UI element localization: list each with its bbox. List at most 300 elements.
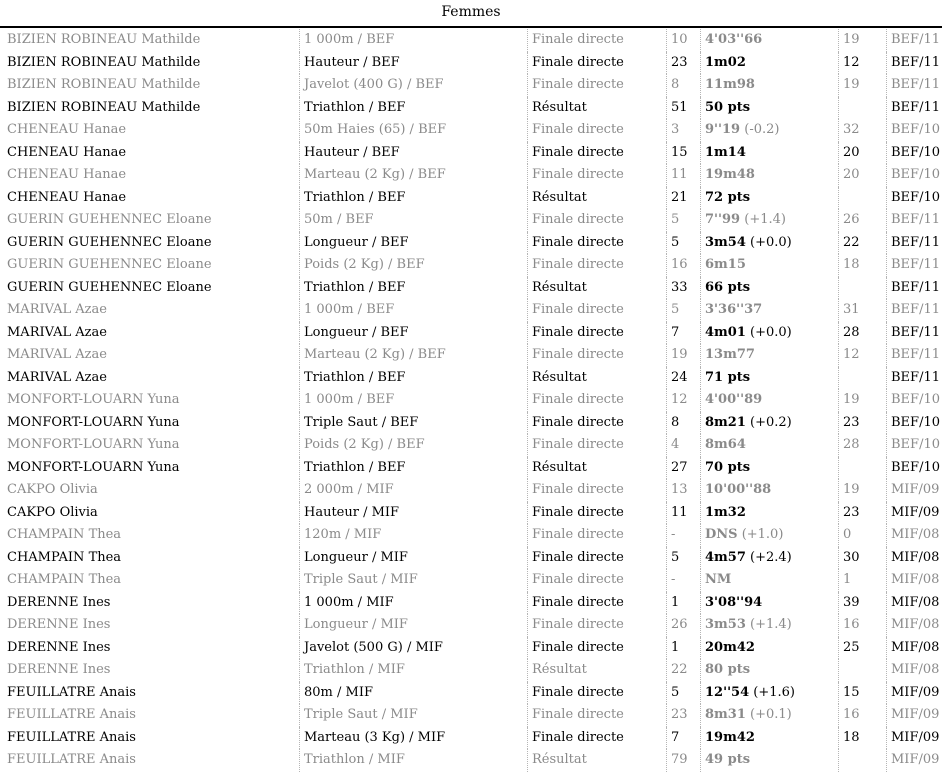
athlete-name: FEUILLATRE Anais [7, 752, 136, 767]
table-row [0, 457, 942, 480]
points-value [838, 97, 883, 120]
table-row [0, 52, 942, 75]
wind-reading: (+1.4) [744, 212, 786, 227]
performance-value [700, 434, 839, 457]
athlete-name: GUERIN GUEHENNEC Eloane [7, 212, 212, 227]
athlete-name: GUERIN GUEHENNEC Eloane [7, 234, 212, 250]
performance-value [700, 232, 839, 255]
performance-value [700, 164, 839, 187]
round-label: Finale directe [527, 389, 668, 412]
section-title: Femmes [0, 0, 942, 28]
category-value: BEF/10 [886, 389, 942, 412]
round-label: Finale directe [527, 142, 668, 165]
rank-value: 3 [666, 119, 699, 142]
performance-mark: 8m64 [705, 437, 746, 452]
performance-value [700, 614, 839, 637]
round-label: Finale directe [527, 434, 668, 457]
athlete-name: CHAMPAIN Thea [7, 549, 122, 565]
points-value: 25 [838, 637, 883, 660]
rank-value: 5 [666, 209, 699, 232]
performance-mark: 19m42 [705, 729, 755, 745]
round-label: Finale directe [527, 254, 668, 277]
event-name: 50m / BEF [299, 209, 528, 232]
performance-mark: 9''19 [705, 122, 741, 137]
event-name: Triathlon / BEF [299, 457, 528, 480]
category-value: BEF/11 [886, 299, 942, 322]
category-value: BEF/11 [886, 209, 942, 232]
event-name: Triathlon / BEF [299, 97, 528, 120]
round-label: Finale directe [527, 727, 668, 750]
points-value [838, 367, 883, 390]
category-value: BEF/10 [886, 187, 942, 210]
round-label: Résultat [527, 457, 668, 480]
athlete-name: MONFORT-LOUARN Yuna [7, 392, 180, 407]
rank-value: 24 [666, 367, 699, 390]
event-name: Triple Saut / MIF [299, 704, 528, 727]
category-value: BEF/10 [886, 434, 942, 457]
rank-value: 5 [666, 232, 699, 255]
performance-value [700, 97, 839, 120]
rank-value: 7 [666, 322, 699, 345]
category-value: MIF/08 [886, 524, 942, 547]
table-row [0, 29, 942, 52]
event-name: Triathlon / BEF [299, 187, 528, 210]
points-value: 19 [838, 479, 883, 502]
rank-value: 1 [666, 592, 699, 615]
points-value: 1 [838, 569, 883, 592]
points-value: 18 [838, 727, 883, 750]
round-label: Finale directe [527, 344, 668, 367]
rank-value: 8 [666, 74, 699, 97]
athlete-name: CHAMPAIN Thea [7, 527, 122, 542]
athlete-name: FEUILLATRE Anais [7, 707, 136, 722]
performance-mark: 4'00''89 [705, 392, 763, 407]
category-value: BEF/11 [886, 232, 942, 255]
performance-mark: 12''54 [705, 684, 750, 700]
points-value: 20 [838, 142, 883, 165]
performance-value [700, 29, 839, 52]
rank-value: 23 [666, 52, 699, 75]
points-value: 26 [838, 209, 883, 232]
points-value [838, 277, 883, 300]
performance-mark: 4m57 [705, 549, 746, 565]
points-value [838, 749, 883, 772]
athlete-name: MARIVAL Azae [7, 369, 107, 385]
performance-value [700, 322, 839, 345]
athlete-name: DERENNE Ines [7, 617, 111, 632]
table-row [0, 749, 942, 772]
points-value: 0 [838, 524, 883, 547]
athlete-name: GUERIN GUEHENNEC Eloane [7, 279, 212, 295]
event-name: Triathlon / MIF [299, 749, 528, 772]
category-value: BEF/11 [886, 367, 942, 390]
wind-reading: (+0.0) [750, 234, 792, 250]
rank-value: 5 [666, 682, 699, 705]
table-row [0, 502, 942, 525]
table-row [0, 727, 942, 750]
performance-mark: 13m77 [705, 347, 755, 362]
category-value: MIF/08 [886, 614, 942, 637]
athlete-name: CHAMPAIN Thea [7, 572, 122, 587]
points-value: 12 [838, 344, 883, 367]
table-row [0, 682, 942, 705]
event-name: 1 000m / BEF [299, 389, 528, 412]
performance-value [700, 277, 839, 300]
round-label: Finale directe [527, 614, 668, 637]
wind-reading: (+0.1) [750, 707, 792, 722]
performance-mark: 6m15 [705, 257, 746, 272]
table-row [0, 277, 942, 300]
performance-mark: 50 pts [705, 99, 751, 115]
category-value: BEF/10 [886, 119, 942, 142]
round-label: Finale directe [527, 592, 668, 615]
rank-value: 5 [666, 299, 699, 322]
category-value: MIF/08 [886, 637, 942, 660]
category-value: BEF/11 [886, 344, 942, 367]
athlete-name: CHENEAU Hanae [7, 167, 127, 182]
performance-mark: NM [705, 572, 732, 587]
category-value: MIF/09 [886, 727, 942, 750]
rank-value: 19 [666, 344, 699, 367]
athlete-name: MARIVAL Azae [7, 347, 107, 362]
points-value: 16 [838, 614, 883, 637]
points-value: 19 [838, 29, 883, 52]
round-label: Finale directe [527, 569, 668, 592]
event-name: 1 000m / MIF [299, 592, 528, 615]
round-label: Finale directe [527, 412, 668, 435]
table-row [0, 614, 942, 637]
performance-value [700, 637, 839, 660]
event-name: Longueur / BEF [299, 322, 528, 345]
performance-value [700, 547, 839, 570]
performance-value [700, 187, 839, 210]
rank-value: 5 [666, 547, 699, 570]
points-value: 20 [838, 164, 883, 187]
table-row [0, 164, 942, 187]
performance-mark: 70 pts [705, 459, 751, 475]
performance-value [700, 502, 839, 525]
event-name: Marteau (2 Kg) / BEF [299, 164, 528, 187]
round-label: Finale directe [527, 704, 668, 727]
athlete-name: DERENNE Ines [7, 639, 111, 655]
performance-value [700, 389, 839, 412]
table-row [0, 592, 942, 615]
performance-mark: 3'36''37 [705, 302, 763, 317]
event-name: Hauteur / MIF [299, 502, 528, 525]
rank-value: - [666, 569, 699, 592]
wind-reading: (+1.6) [753, 684, 796, 700]
rank-value: 15 [666, 142, 699, 165]
table-row [0, 209, 942, 232]
performance-value [700, 367, 839, 390]
event-name: Triathlon / BEF [299, 367, 528, 390]
points-value: 28 [838, 434, 883, 457]
table-row [0, 412, 942, 435]
category-value: BEF/11 [886, 52, 942, 75]
athlete-name: CHENEAU Hanae [7, 122, 127, 137]
athlete-name: MARIVAL Azae [7, 324, 107, 340]
wind-reading: (+1.4) [750, 617, 792, 632]
rank-value: 4 [666, 434, 699, 457]
table-row [0, 74, 942, 97]
points-value: 39 [838, 592, 883, 615]
category-value: BEF/10 [886, 164, 942, 187]
event-name: Marteau (2 Kg) / BEF [299, 344, 528, 367]
category-value: BEF/11 [886, 74, 942, 97]
round-label: Résultat [527, 97, 668, 120]
athlete-name: CAKPO Olivia [7, 482, 98, 497]
rank-value: 26 [666, 614, 699, 637]
round-label: Finale directe [527, 479, 668, 502]
performance-mark: 3m54 [705, 234, 746, 250]
performance-mark: 71 pts [705, 369, 751, 385]
athlete-name: CAKPO Olivia [7, 504, 98, 520]
performance-value [700, 479, 839, 502]
table-row [0, 367, 942, 390]
performance-mark: 66 pts [705, 279, 751, 295]
round-label: Finale directe [527, 682, 668, 705]
event-name: 80m / MIF [299, 682, 528, 705]
rank-value: 27 [666, 457, 699, 480]
event-name: Longueur / MIF [299, 614, 528, 637]
round-label: Résultat [527, 187, 668, 210]
category-value: BEF/11 [886, 29, 942, 52]
event-name: Javelot (400 G) / BEF [299, 74, 528, 97]
table-row [0, 434, 942, 457]
performance-mark: 20m42 [705, 639, 755, 655]
performance-mark: 1m02 [705, 54, 746, 70]
table-row [0, 344, 942, 367]
performance-value [700, 704, 839, 727]
athlete-name: MONFORT-LOUARN Yuna [7, 437, 180, 452]
athlete-name: MONFORT-LOUARN Yuna [7, 459, 180, 475]
points-value: 32 [838, 119, 883, 142]
performance-mark: 72 pts [705, 189, 751, 205]
rank-value: 11 [666, 502, 699, 525]
performance-value [700, 142, 839, 165]
performance-value [700, 74, 839, 97]
rank-value: 12 [666, 389, 699, 412]
performance-value [700, 569, 839, 592]
category-value: BEF/10 [886, 142, 942, 165]
athlete-name: BIZIEN ROBINEAU Mathilde [7, 32, 201, 47]
table-row [0, 97, 942, 120]
round-label: Finale directe [527, 74, 668, 97]
round-label: Finale directe [527, 119, 668, 142]
points-value: 19 [838, 74, 883, 97]
points-value [838, 187, 883, 210]
wind-reading: (-0.2) [744, 122, 780, 137]
points-value: 23 [838, 502, 883, 525]
points-value: 22 [838, 232, 883, 255]
performance-value [700, 412, 839, 435]
event-name: Triple Saut / BEF [299, 412, 528, 435]
table-row [0, 299, 942, 322]
event-name: Marteau (3 Kg) / MIF [299, 727, 528, 750]
performance-value [700, 457, 839, 480]
performance-mark: 10'00''88 [705, 482, 772, 497]
event-name: Hauteur / BEF [299, 52, 528, 75]
performance-mark: 4m01 [705, 324, 746, 340]
athlete-name: FEUILLATRE Anais [7, 684, 136, 700]
points-value: 30 [838, 547, 883, 570]
category-value: MIF/08 [886, 659, 942, 682]
event-name: Javelot (500 G) / MIF [299, 637, 528, 660]
athlete-name: DERENNE Ines [7, 594, 111, 610]
table-row [0, 637, 942, 660]
results-table [0, 29, 942, 772]
athlete-name: BIZIEN ROBINEAU Mathilde [7, 77, 201, 92]
round-label: Finale directe [527, 209, 668, 232]
event-name: Longueur / MIF [299, 547, 528, 570]
performance-value [700, 749, 839, 772]
points-value: 31 [838, 299, 883, 322]
performance-value [700, 727, 839, 750]
rank-value: 22 [666, 659, 699, 682]
points-value: 23 [838, 412, 883, 435]
category-value: BEF/10 [886, 412, 942, 435]
rank-value: 11 [666, 164, 699, 187]
rank-value: 8 [666, 412, 699, 435]
rank-value: 7 [666, 727, 699, 750]
points-value: 16 [838, 704, 883, 727]
event-name: Longueur / BEF [299, 232, 528, 255]
category-value: MIF/08 [886, 569, 942, 592]
performance-value [700, 209, 839, 232]
category-value: MIF/08 [886, 592, 942, 615]
table-row [0, 322, 942, 345]
wind-reading: (+0.2) [750, 414, 792, 430]
category-value: BEF/10 [886, 457, 942, 480]
performance-mark: 19m48 [705, 167, 755, 182]
points-value [838, 457, 883, 480]
table-row [0, 119, 942, 142]
performance-value [700, 299, 839, 322]
category-value: BEF/11 [886, 277, 942, 300]
performance-mark: 7''99 [705, 212, 741, 227]
points-value: 19 [838, 389, 883, 412]
round-label: Finale directe [527, 164, 668, 187]
event-name: Triathlon / BEF [299, 277, 528, 300]
category-value: BEF/11 [886, 254, 942, 277]
athlete-name: DERENNE Ines [7, 662, 111, 677]
performance-value [700, 524, 839, 547]
performance-mark: 49 pts [705, 752, 751, 767]
round-label: Finale directe [527, 29, 668, 52]
performance-mark: 11m98 [705, 77, 755, 92]
performance-mark: 4'03''66 [705, 32, 763, 47]
performance-value [700, 52, 839, 75]
table-row [0, 524, 942, 547]
performance-mark: 1m32 [705, 504, 746, 520]
round-label: Résultat [527, 367, 668, 390]
table-row [0, 389, 942, 412]
rank-value: 13 [666, 479, 699, 502]
rank-value: 51 [666, 97, 699, 120]
athlete-name: FEUILLATRE Anais [7, 729, 136, 745]
category-value: MIF/09 [886, 479, 942, 502]
round-label: Résultat [527, 277, 668, 300]
table-row [0, 142, 942, 165]
round-label: Finale directe [527, 524, 668, 547]
round-label: Finale directe [527, 232, 668, 255]
category-value: MIF/09 [886, 749, 942, 772]
table-row [0, 254, 942, 277]
athlete-name: BIZIEN ROBINEAU Mathilde [7, 99, 201, 115]
round-label: Finale directe [527, 322, 668, 345]
athlete-name: GUERIN GUEHENNEC Eloane [7, 257, 212, 272]
athlete-name: BIZIEN ROBINEAU Mathilde [7, 54, 201, 70]
category-value: MIF/09 [886, 502, 942, 525]
performance-mark: 8m31 [705, 707, 746, 722]
performance-value [700, 592, 839, 615]
performance-mark: DNS [705, 527, 738, 542]
rank-value: 33 [666, 277, 699, 300]
athlete-name: CHENEAU Hanae [7, 144, 127, 160]
table-row [0, 232, 942, 255]
table-row [0, 569, 942, 592]
athlete-name: MARIVAL Azae [7, 302, 107, 317]
event-name: 50m Haies (65) / BEF [299, 119, 528, 142]
event-name: 1 000m / BEF [299, 29, 528, 52]
event-name: 1 000m / BEF [299, 299, 528, 322]
event-name: Triple Saut / MIF [299, 569, 528, 592]
table-row [0, 547, 942, 570]
event-name: 2 000m / MIF [299, 479, 528, 502]
athlete-name: CHENEAU Hanae [7, 189, 127, 205]
round-label: Résultat [527, 659, 668, 682]
rank-value: 79 [666, 749, 699, 772]
event-name: Poids (2 Kg) / BEF [299, 434, 528, 457]
athlete-name: MONFORT-LOUARN Yuna [7, 414, 180, 430]
event-name: Triathlon / MIF [299, 659, 528, 682]
wind-reading: (+2.4) [750, 549, 792, 565]
table-row [0, 659, 942, 682]
round-label: Finale directe [527, 52, 668, 75]
category-value: MIF/08 [886, 547, 942, 570]
points-value: 28 [838, 322, 883, 345]
event-name: 120m / MIF [299, 524, 528, 547]
points-value [838, 659, 883, 682]
points-value: 15 [838, 682, 883, 705]
performance-mark: 8m21 [705, 414, 746, 430]
performance-value [700, 682, 839, 705]
performance-mark: 3m53 [705, 617, 746, 632]
points-value: 12 [838, 52, 883, 75]
rank-value: 16 [666, 254, 699, 277]
category-value: BEF/11 [886, 97, 942, 120]
category-value: MIF/09 [886, 704, 942, 727]
rank-value: - [666, 524, 699, 547]
category-value: MIF/09 [886, 682, 942, 705]
performance-value [700, 659, 839, 682]
rank-value: 21 [666, 187, 699, 210]
round-label: Finale directe [527, 502, 668, 525]
round-label: Finale directe [527, 547, 668, 570]
rank-value: 10 [666, 29, 699, 52]
performance-mark: 3'08''94 [705, 594, 763, 610]
performance-mark: 80 pts [705, 662, 751, 677]
round-label: Finale directe [527, 637, 668, 660]
round-label: Résultat [527, 749, 668, 772]
rank-value: 23 [666, 704, 699, 727]
wind-reading: (+0.0) [750, 324, 792, 340]
performance-value [700, 254, 839, 277]
table-row [0, 704, 942, 727]
performance-mark: 1m14 [705, 144, 746, 160]
table-row [0, 479, 942, 502]
points-value: 18 [838, 254, 883, 277]
